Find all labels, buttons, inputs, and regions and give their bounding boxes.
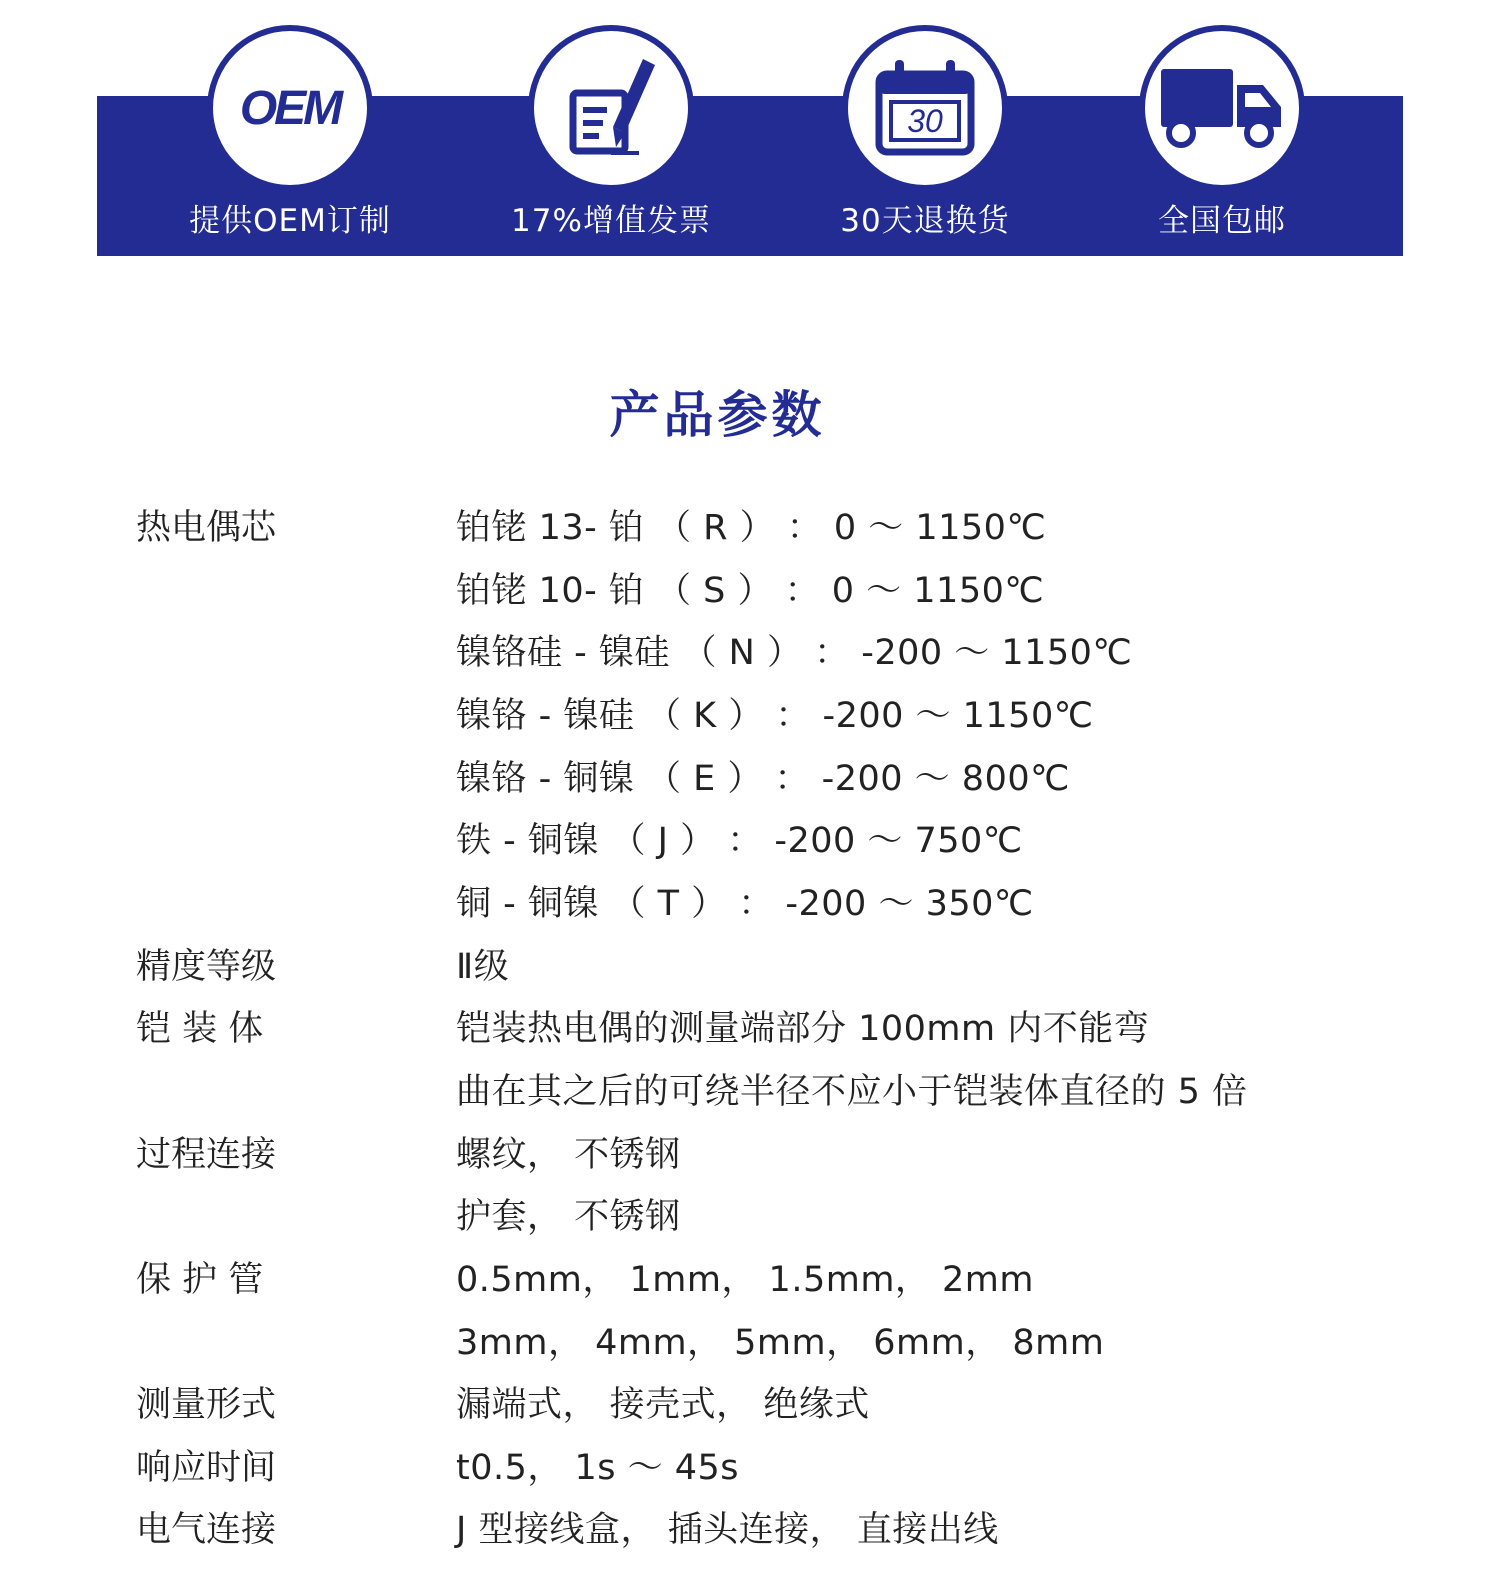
feature-label: 提供OEM订制 xyxy=(189,203,391,239)
section-title: 产品参数 xyxy=(609,385,826,444)
param-value: 螺纹， 不锈钢 xyxy=(456,1135,681,1175)
param-value: 铂铑 10- 铂 （ S ） ： 0 ～ 1150℃ xyxy=(456,571,1045,611)
param-value: J 型接线盒， 插头连接， 直接出线 xyxy=(456,1510,999,1550)
param-value: 3mm， 4mm， 5mm， 6mm， 8mm xyxy=(456,1323,1105,1363)
param-value: 镍铬硅 - 镍硅 （ N ） ： -200 ～ 1150℃ xyxy=(456,633,1133,673)
param-value: 护套， 不锈钢 xyxy=(456,1197,681,1237)
feature-label: 17%增值发票 xyxy=(511,203,711,239)
param-value: 铁 - 铜镍 （ J ） ： -200 ～ 750℃ xyxy=(456,821,1023,861)
param-value: 漏端式， 接壳式， 绝缘式 xyxy=(456,1385,870,1425)
feature-label: 30天退换货 xyxy=(840,203,1010,239)
param-value: 镍铬 - 铜镍 （ E ） ： -200 ～ 800℃ xyxy=(456,759,1070,799)
param-label: 精度等级 xyxy=(136,947,277,987)
param-value: 铜 - 铜镍 （ T ） ： -200 ～ 350℃ xyxy=(456,884,1034,924)
param-value: 镍铬 - 镍硅 （ K ） ： -200 ～ 1150℃ xyxy=(456,696,1094,736)
param-label: 热电偶芯 xyxy=(136,508,277,548)
param-label: 铠 装 体 xyxy=(136,1009,264,1049)
param-value: t0.5， 1s ～ 45s xyxy=(456,1448,740,1488)
param-label: 保 护 管 xyxy=(136,1260,264,1300)
param-label: 响应时间 xyxy=(136,1448,277,1488)
feature-label: 全国包邮 xyxy=(1158,203,1286,239)
param-label: 测量形式 xyxy=(136,1385,277,1425)
oem-badge-icon: OEM xyxy=(207,25,373,191)
param-value: 0.5mm， 1mm， 1.5mm， 2mm xyxy=(456,1260,1034,1300)
param-value: 铂铑 13- 铂 （ R ） ： 0 ～ 1150℃ xyxy=(456,508,1047,548)
param-value: 铠装热电偶的测量端部分 100mm 内不能弯 xyxy=(456,1009,1150,1049)
svg-text:30: 30 xyxy=(907,103,943,139)
param-value: Ⅱ级 xyxy=(456,947,510,987)
param-value: 曲在其之后的可绕半径不应小于铠装体直径的 5 倍 xyxy=(456,1072,1248,1112)
param-label: 过程连接 xyxy=(136,1135,277,1175)
param-label: 电气连接 xyxy=(136,1510,277,1550)
